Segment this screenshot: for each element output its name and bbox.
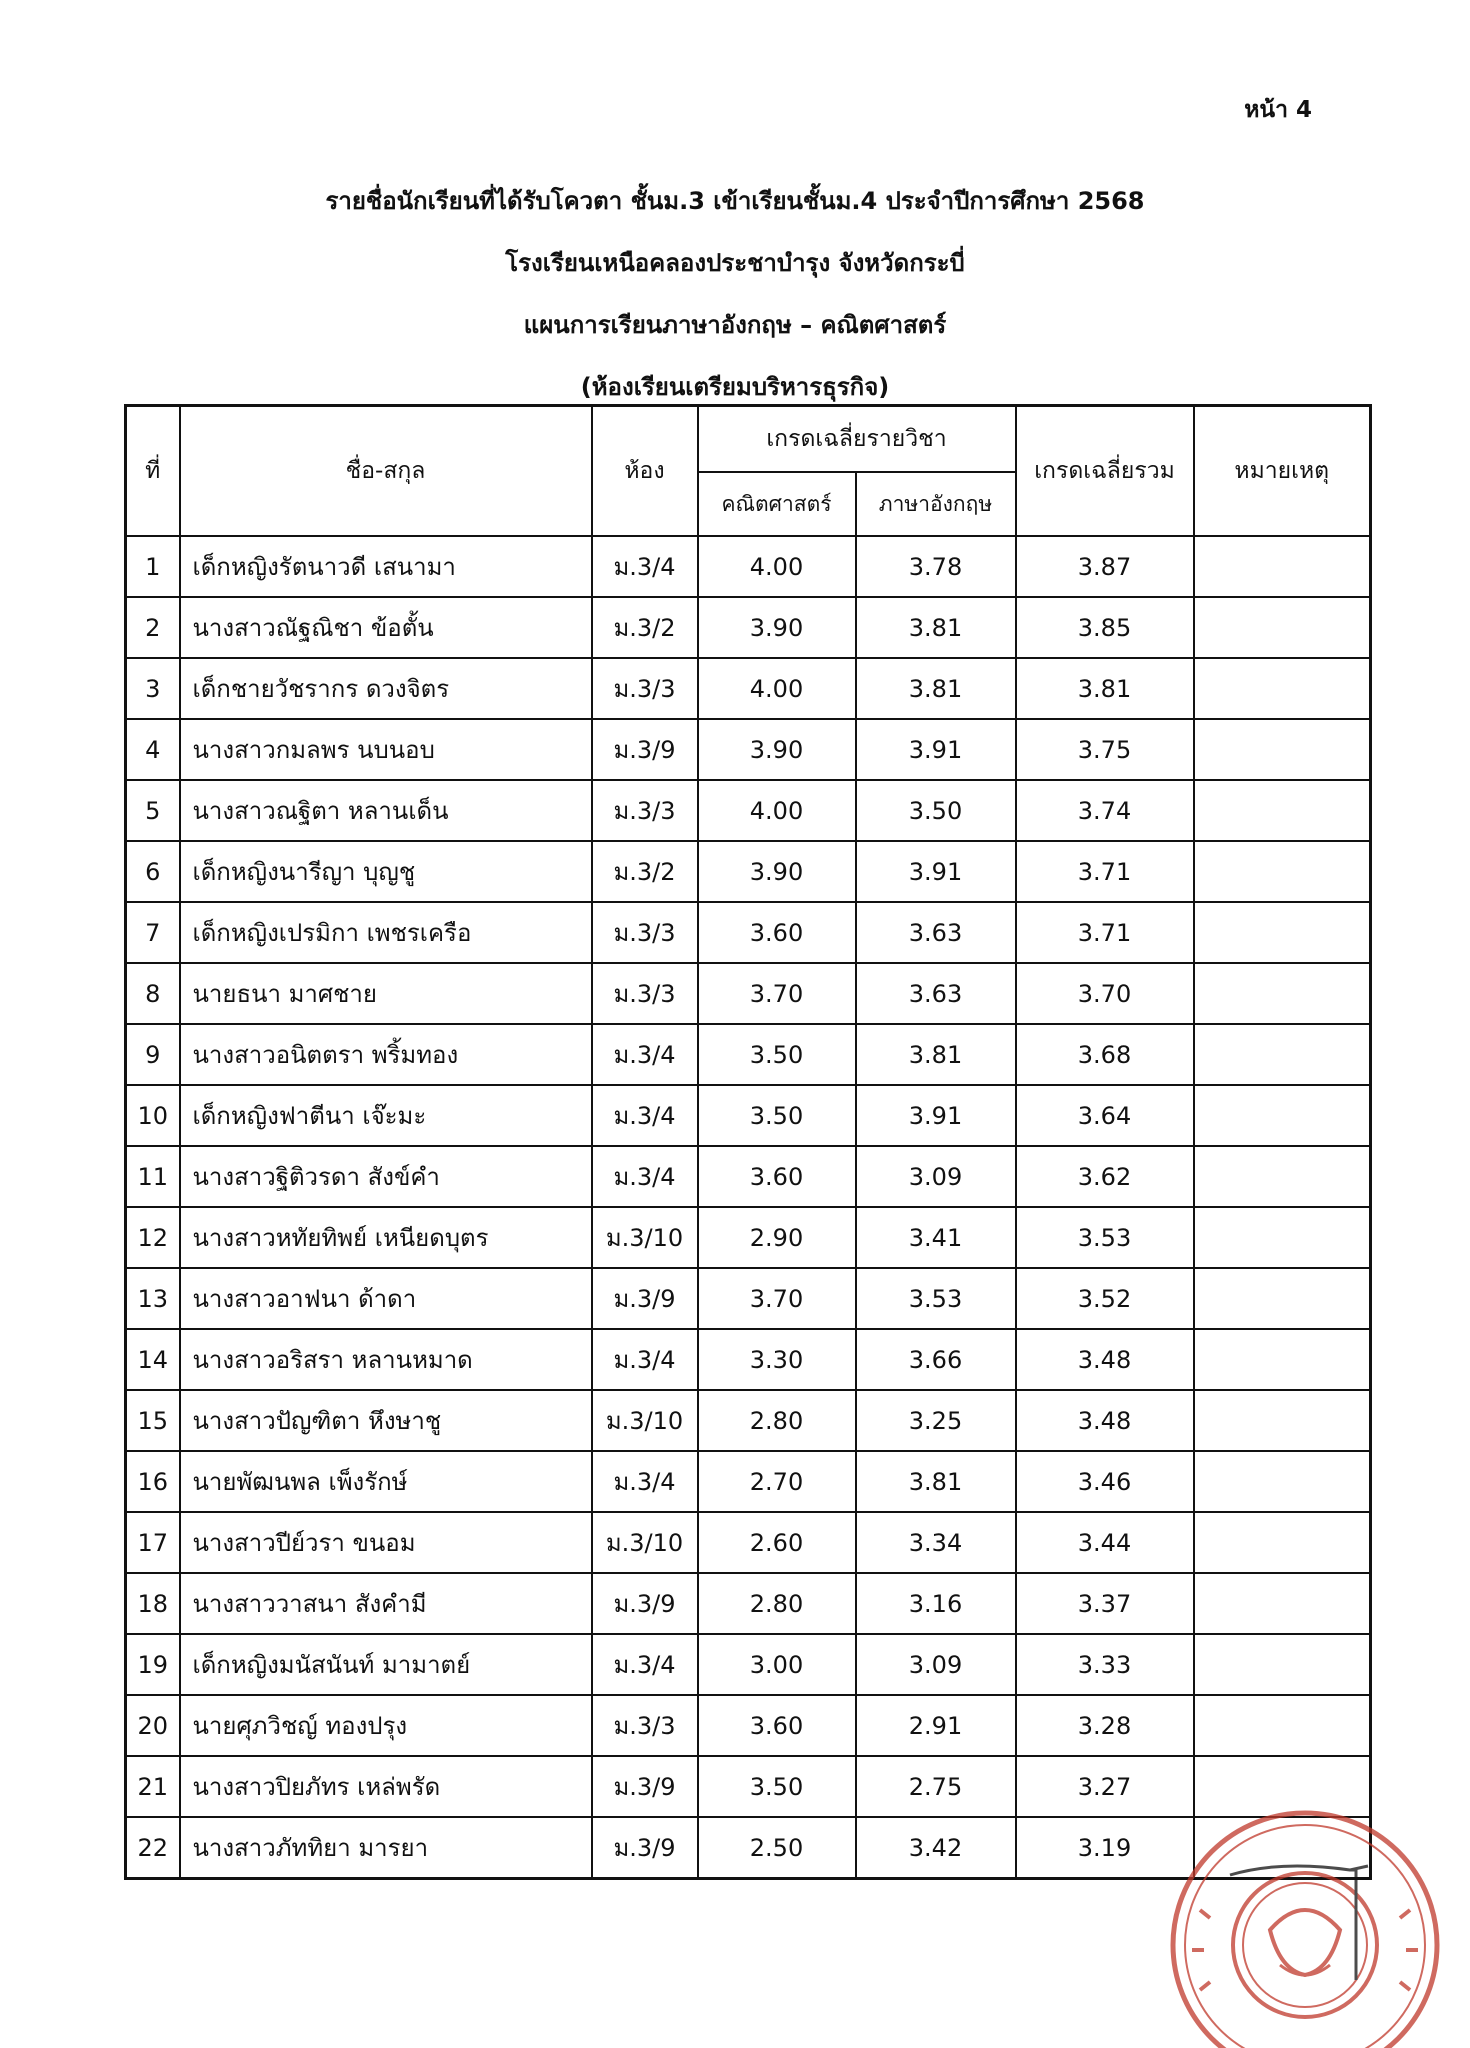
overall-grade-cell: 3.53	[1016, 1207, 1194, 1268]
table-row	[126, 597, 1371, 658]
title-line-2: โรงเรียนเหนือคลองประชาบำรุง จังหวัดกระบี่	[505, 249, 965, 277]
room-cell: ม.3/9	[592, 1268, 698, 1329]
student-name-cell: เด็กหญิงฟาตีนา เจ๊ะมะ	[180, 1085, 592, 1146]
row-number-cell: 3	[126, 658, 180, 719]
room-cell: ม.3/4	[592, 1024, 698, 1085]
math-grade-cell: 2.50	[698, 1817, 856, 1879]
note-cell	[1194, 1146, 1371, 1207]
row-number-cell: 10	[126, 1085, 180, 1146]
english-grade-cell: 3.81	[856, 1451, 1016, 1512]
header-room: ห้อง	[592, 406, 698, 537]
english-grade-cell: 3.41	[856, 1207, 1016, 1268]
student-name-cell: นายธนา มาศชาย	[180, 963, 592, 1024]
school-seal-stamp-icon	[1160, 1800, 1450, 2048]
overall-grade-cell: 3.37	[1016, 1573, 1194, 1634]
table-row	[126, 1207, 1371, 1268]
english-grade-cell: 3.16	[856, 1573, 1016, 1634]
row-number-cell: 4	[126, 719, 180, 780]
overall-grade-cell: 3.75	[1016, 719, 1194, 780]
english-grade-cell: 3.81	[856, 658, 1016, 719]
overall-grade-cell: 3.64	[1016, 1085, 1194, 1146]
student-name-cell: นางสาวณัฐณิชา ข้อตั้น	[180, 597, 592, 658]
overall-grade-cell: 3.48	[1016, 1390, 1194, 1451]
overall-grade-cell: 3.68	[1016, 1024, 1194, 1085]
overall-grade-cell: 3.27	[1016, 1756, 1194, 1817]
overall-grade-cell: 3.19	[1016, 1817, 1194, 1879]
table-row	[126, 1085, 1371, 1146]
table-row	[126, 658, 1371, 719]
room-cell: ม.3/3	[592, 963, 698, 1024]
table-row	[126, 1268, 1371, 1329]
room-cell: ม.3/9	[592, 1756, 698, 1817]
student-name-cell: นางสาวภัททิยา มารยา	[180, 1817, 592, 1879]
math-grade-cell: 3.50	[698, 1756, 856, 1817]
room-cell: ม.3/10	[592, 1207, 698, 1268]
note-cell	[1194, 1695, 1371, 1756]
math-grade-cell: 3.50	[698, 1024, 856, 1085]
math-grade-cell: 4.00	[698, 536, 856, 597]
english-grade-cell: 3.53	[856, 1268, 1016, 1329]
note-cell	[1194, 1268, 1371, 1329]
overall-grade-cell: 3.48	[1016, 1329, 1194, 1390]
table-row	[126, 780, 1371, 841]
document-titles	[0, 170, 1470, 418]
note-cell	[1194, 1634, 1371, 1695]
student-name-cell: นางสาวกมลพร นบนอบ	[180, 719, 592, 780]
overall-grade-cell: 3.33	[1016, 1634, 1194, 1695]
math-grade-cell: 2.60	[698, 1512, 856, 1573]
math-grade-cell: 3.90	[698, 597, 856, 658]
header-note: หมายเหตุ	[1194, 406, 1371, 537]
row-number-cell: 20	[126, 1695, 180, 1756]
english-grade-cell: 3.34	[856, 1512, 1016, 1573]
row-number-cell: 9	[126, 1024, 180, 1085]
overall-grade-cell: 3.74	[1016, 780, 1194, 841]
room-cell: ม.3/2	[592, 841, 698, 902]
student-name-cell: นางสาวอาฟนา ด้าดา	[180, 1268, 592, 1329]
math-grade-cell: 3.00	[698, 1634, 856, 1695]
row-number-cell: 7	[126, 902, 180, 963]
student-name-cell: นางสาวปีย์วรา ขนอม	[180, 1512, 592, 1573]
table-row	[126, 719, 1371, 780]
note-cell	[1194, 597, 1371, 658]
room-cell: ม.3/9	[592, 1817, 698, 1879]
student-name-cell: นางสาวอริสรา หลานหมาด	[180, 1329, 592, 1390]
student-name-cell: เด็กหญิงมนัสนันท์ มามาตย์	[180, 1634, 592, 1695]
math-grade-cell: 2.70	[698, 1451, 856, 1512]
math-grade-cell: 3.60	[698, 1146, 856, 1207]
table-row	[126, 536, 1371, 597]
row-number-cell: 14	[126, 1329, 180, 1390]
room-cell: ม.3/9	[592, 1573, 698, 1634]
row-number-cell: 21	[126, 1756, 180, 1817]
math-grade-cell: 3.70	[698, 963, 856, 1024]
note-cell	[1194, 1573, 1371, 1634]
overall-grade-cell: 3.71	[1016, 841, 1194, 902]
row-number-cell: 15	[126, 1390, 180, 1451]
student-name-cell: นายพัฒนพล เพ็งรักษ์	[180, 1451, 592, 1512]
math-grade-cell: 3.70	[698, 1268, 856, 1329]
student-name-cell: เด็กหญิงรัตนาวดี เสนามา	[180, 536, 592, 597]
room-cell: ม.3/9	[592, 719, 698, 780]
note-cell	[1194, 1512, 1371, 1573]
row-number-cell: 12	[126, 1207, 180, 1268]
room-cell: ม.3/10	[592, 1390, 698, 1451]
header-no: ที่	[126, 406, 180, 537]
english-grade-cell: 3.91	[856, 719, 1016, 780]
row-number-cell: 18	[126, 1573, 180, 1634]
english-grade-cell: 3.50	[856, 780, 1016, 841]
row-number-cell: 11	[126, 1146, 180, 1207]
row-number-cell: 16	[126, 1451, 180, 1512]
note-cell	[1194, 719, 1371, 780]
math-grade-cell: 3.30	[698, 1329, 856, 1390]
room-cell: ม.3/3	[592, 780, 698, 841]
title-line-3: แผนการเรียนภาษาอังกฤษ – คณิตศาสตร์	[523, 311, 947, 339]
note-cell	[1194, 1085, 1371, 1146]
note-cell	[1194, 902, 1371, 963]
header-english: ภาษาอังกฤษ	[856, 472, 1016, 536]
overall-grade-cell: 3.44	[1016, 1512, 1194, 1573]
row-number-cell: 2	[126, 597, 180, 658]
table-row	[126, 1024, 1371, 1085]
student-name-cell: นางสาวปัญฑิตา หึงษาชู	[180, 1390, 592, 1451]
room-cell: ม.3/3	[592, 658, 698, 719]
table-row	[126, 1695, 1371, 1756]
note-cell	[1194, 658, 1371, 719]
room-cell: ม.3/3	[592, 902, 698, 963]
student-name-cell: นางสาวณฐิตา หลานเด็น	[180, 780, 592, 841]
english-grade-cell: 3.66	[856, 1329, 1016, 1390]
header-name: ชื่อ-สกุล	[180, 406, 592, 537]
note-cell	[1194, 1451, 1371, 1512]
header-subject-average: เกรดเฉลี่ยรายวิชา	[698, 406, 1016, 473]
note-cell	[1194, 841, 1371, 902]
room-cell: ม.3/4	[592, 1451, 698, 1512]
room-cell: ม.3/10	[592, 1512, 698, 1573]
english-grade-cell: 3.81	[856, 597, 1016, 658]
title-line-4: (ห้องเรียนเตรียมบริหารธุรกิจ)	[580, 373, 890, 401]
student-name-cell: นายศุภวิชญ์ ทองปรุง	[180, 1695, 592, 1756]
overall-grade-cell: 3.85	[1016, 597, 1194, 658]
student-name-cell: เด็กหญิงนารีญา บุญชู	[180, 841, 592, 902]
room-cell: ม.3/3	[592, 1695, 698, 1756]
room-cell: ม.3/4	[592, 1329, 698, 1390]
english-grade-cell: 3.78	[856, 536, 1016, 597]
math-grade-cell: 3.50	[698, 1085, 856, 1146]
title-line-1: รายชื่อนักเรียนที่ได้รับโควตา ชั้นม.3 เข้าเรียนชั้นม.4 ประจำปีการศึกษา 2568	[325, 187, 1145, 215]
english-grade-cell: 2.75	[856, 1756, 1016, 1817]
note-cell	[1194, 1024, 1371, 1085]
english-grade-cell: 3.09	[856, 1146, 1016, 1207]
header-math: คณิตศาสตร์	[698, 472, 856, 536]
table-row	[126, 1451, 1371, 1512]
math-grade-cell: 4.00	[698, 780, 856, 841]
english-grade-cell: 3.81	[856, 1024, 1016, 1085]
note-cell	[1194, 1329, 1371, 1390]
overall-grade-cell: 3.62	[1016, 1146, 1194, 1207]
room-cell: ม.3/4	[592, 1634, 698, 1695]
overall-grade-cell: 3.28	[1016, 1695, 1194, 1756]
math-grade-cell: 2.80	[698, 1573, 856, 1634]
row-number-cell: 17	[126, 1512, 180, 1573]
english-grade-cell: 3.91	[856, 1085, 1016, 1146]
english-grade-cell: 3.42	[856, 1817, 1016, 1879]
row-number-cell: 6	[126, 841, 180, 902]
student-name-cell: นางสาวฐิติวรดา สังข์คำ	[180, 1146, 592, 1207]
overall-grade-cell: 3.70	[1016, 963, 1194, 1024]
student-name-cell: นางสาวหทัยทิพย์ เหนียดบุตร	[180, 1207, 592, 1268]
row-number-cell: 19	[126, 1634, 180, 1695]
overall-grade-cell: 3.46	[1016, 1451, 1194, 1512]
table-row	[126, 902, 1371, 963]
header-overall-average: เกรดเฉลี่ยรวม	[1016, 406, 1194, 537]
student-name-cell: เด็กหญิงเปรมิกา เพชรเครือ	[180, 902, 592, 963]
student-grade-table	[124, 404, 1372, 1880]
table-row	[126, 963, 1371, 1024]
english-grade-cell: 3.63	[856, 902, 1016, 963]
page-number: หน้า 4	[1244, 97, 1312, 123]
math-grade-cell: 2.90	[698, 1207, 856, 1268]
student-name-cell: นางสาวอนิตตรา พริ้มทอง	[180, 1024, 592, 1085]
math-grade-cell: 2.80	[698, 1390, 856, 1451]
note-cell	[1194, 780, 1371, 841]
english-grade-cell: 2.91	[856, 1695, 1016, 1756]
room-cell: ม.3/4	[592, 536, 698, 597]
room-cell: ม.3/2	[592, 597, 698, 658]
student-name-cell: นางสาววาสนา สังคำมี	[180, 1573, 592, 1634]
row-number-cell: 5	[126, 780, 180, 841]
english-grade-cell: 3.63	[856, 963, 1016, 1024]
math-grade-cell: 4.00	[698, 658, 856, 719]
math-grade-cell: 3.90	[698, 841, 856, 902]
table-row	[126, 1390, 1371, 1451]
table-row	[126, 1329, 1371, 1390]
overall-grade-cell: 3.81	[1016, 658, 1194, 719]
student-name-cell: เด็กชายวัชรากร ดวงจิตร	[180, 658, 592, 719]
room-cell: ม.3/4	[592, 1085, 698, 1146]
student-name-cell: นางสาวปิยภัทร เหล่พรัด	[180, 1756, 592, 1817]
room-cell: ม.3/4	[592, 1146, 698, 1207]
note-cell	[1194, 1390, 1371, 1451]
overall-grade-cell: 3.71	[1016, 902, 1194, 963]
row-number-cell: 1	[126, 536, 180, 597]
english-grade-cell: 3.09	[856, 1634, 1016, 1695]
overall-grade-cell: 3.87	[1016, 536, 1194, 597]
table-row	[126, 841, 1371, 902]
row-number-cell: 13	[126, 1268, 180, 1329]
english-grade-cell: 3.91	[856, 841, 1016, 902]
math-grade-cell: 3.60	[698, 1695, 856, 1756]
table-row	[126, 1512, 1371, 1573]
overall-grade-cell: 3.52	[1016, 1268, 1194, 1329]
table-row	[126, 1573, 1371, 1634]
table-body	[126, 536, 1371, 1879]
note-cell	[1194, 963, 1371, 1024]
math-grade-cell: 3.90	[698, 719, 856, 780]
note-cell	[1194, 536, 1371, 597]
row-number-cell: 8	[126, 963, 180, 1024]
table-row	[126, 1634, 1371, 1695]
row-number-cell: 22	[126, 1817, 180, 1879]
note-cell	[1194, 1207, 1371, 1268]
table-row	[126, 1146, 1371, 1207]
english-grade-cell: 3.25	[856, 1390, 1016, 1451]
math-grade-cell: 3.60	[698, 902, 856, 963]
